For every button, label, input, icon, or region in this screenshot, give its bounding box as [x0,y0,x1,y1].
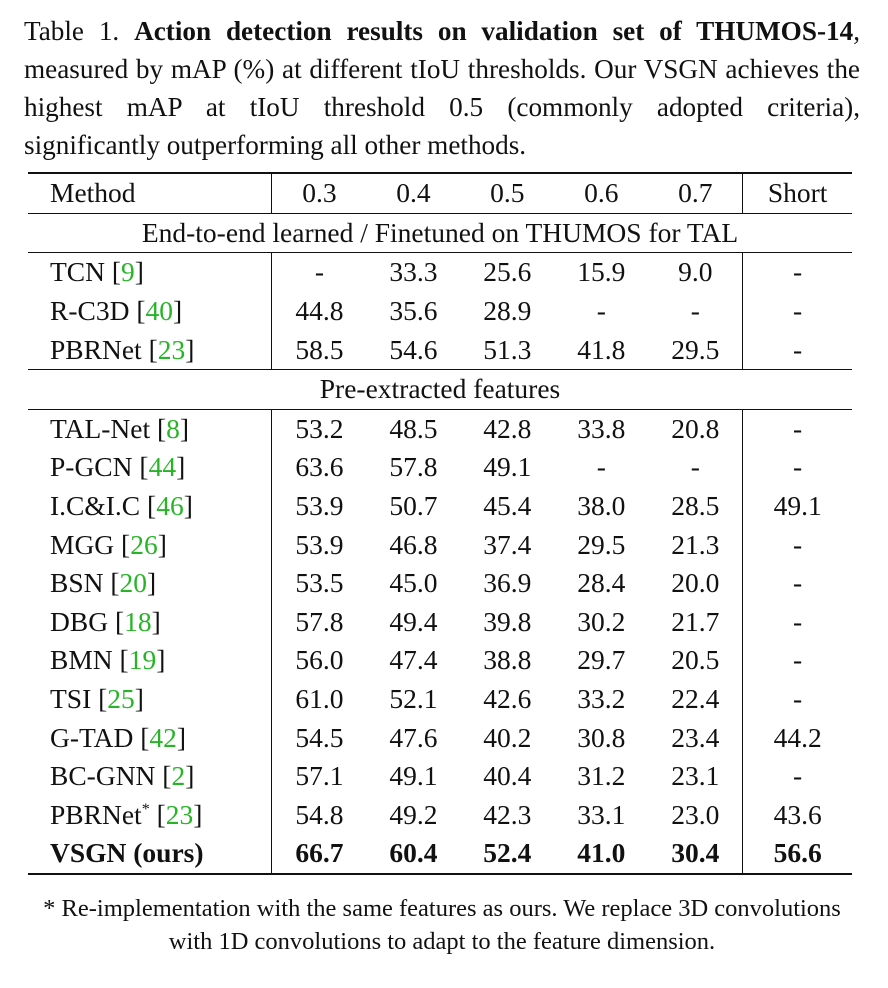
value-cell: 38.0 [577,490,626,522]
citation-link[interactable]: 23 [157,333,186,365]
table-row [28,834,852,874]
value-cell: - [272,253,366,292]
value-cell: - [743,448,852,487]
value-cell: 23.1 [671,760,720,792]
table-row [28,409,852,448]
value-cell: 61.0 [272,680,366,719]
footnote-marker: * [141,800,150,818]
value-cell: - [743,253,852,292]
value-cell: - [690,295,700,327]
value-cell: 57.8 [272,603,366,642]
value-cell: 50.7 [389,490,438,522]
table-row [28,796,852,835]
value-cell: 39.8 [483,605,532,637]
citation-link[interactable]: 19 [128,644,157,676]
method-name: PBRNet [50,798,142,830]
value-cell: - [743,641,852,680]
method-cell: TCN [9] [50,256,144,288]
value-cell: 33.3 [389,256,438,288]
method-name: DBG [50,605,109,637]
value-cell: 40.2 [483,721,532,753]
citation-link[interactable]: 40 [145,295,173,327]
value-cell: 49.2 [389,798,438,830]
table-caption [24,12,860,164]
citation-link[interactable]: 18 [124,605,152,637]
caption-title: Action detection results on validation set of THUMOS-14 [134,16,854,46]
value-cell: 23.0 [671,798,720,830]
caption-text: , measured by mAP (%) at different tIoU thresholds. Our VSGN achieves the highest mAP at tIoU threshold 0.5 (commonly adopted criteria), significantly outperforming all other methods. [24,16,860,160]
value-cell: 20.5 [671,644,720,676]
value-cell: 49.1 [743,487,852,526]
value-cell: 28.5 [671,490,720,522]
value-cell: - [690,451,700,483]
value-cell: 46.8 [389,528,438,560]
value-cell: 22.4 [671,683,720,715]
citation-link[interactable]: 8 [166,412,180,444]
value-cell: 33.2 [577,683,626,715]
value-cell: 30.2 [577,605,626,637]
value-cell: 20.8 [671,412,720,444]
value-cell: 44.8 [272,292,366,331]
section-title: End-to-end learned / Finetuned on THUMOS for TAL [28,213,852,253]
value-cell: 29.7 [577,644,626,676]
value-cell: 47.6 [389,721,438,753]
value-cell: 54.5 [272,718,366,757]
value-cell: - [743,564,852,603]
value-cell: 56.6 [743,834,852,874]
method-name: TCN [50,256,105,288]
value-cell: 54.6 [389,333,438,365]
value-cell: 9.0 [678,256,713,288]
table-row [28,603,852,642]
method-name: TAL-Net [50,412,151,444]
value-cell: - [743,603,852,642]
method-cell: PBRNet [23] [50,333,195,365]
value-cell: 21.3 [671,528,720,560]
column-header: Short [743,173,852,213]
method-name: VSGN (ours) [50,837,204,869]
table-row [28,757,852,796]
method-cell: BC-GNN [2] [50,760,195,792]
value-cell: 52.1 [389,683,438,715]
value-cell: 23.4 [671,721,720,753]
table-row [28,448,852,487]
value-cell: 31.2 [577,760,626,792]
value-cell: - [743,525,852,564]
value-cell: 60.4 [366,834,460,874]
value-cell: 43.6 [743,796,852,835]
method-name: BMN [50,644,113,676]
citation-link[interactable]: 26 [130,528,158,560]
method-name: BC-GNN [50,760,156,792]
method-cell: PBRNet* [23] [50,798,203,830]
column-header: 0.4 [366,173,460,213]
method-cell: R-C3D [40] [50,295,183,327]
value-cell: - [596,451,606,483]
method-cell: DBG [18] [50,605,161,637]
value-cell: 47.4 [389,644,438,676]
value-cell: 36.9 [483,567,532,599]
method-cell: MGG [26] [50,528,167,560]
value-cell: 35.6 [389,295,438,327]
value-cell: 45.4 [483,490,532,522]
method-cell: G-TAD [42] [50,721,187,753]
value-cell: - [743,330,852,369]
value-cell: 48.5 [389,412,438,444]
table-row [28,564,852,603]
value-cell: 42.8 [483,412,532,444]
table-row [28,680,852,719]
value-cell: 57.1 [272,757,366,796]
method-name: BSN [50,567,104,599]
citation-link[interactable]: 20 [119,567,148,599]
method-name: P-GCN [50,451,133,483]
value-cell: 28.9 [483,295,532,327]
results-table [28,172,852,875]
value-cell: 44.2 [743,718,852,757]
citation-link[interactable]: 25 [107,683,135,715]
value-cell: 45.0 [389,567,438,599]
column-header: 0.5 [460,173,554,213]
table-footnote: * Re-implementation with the same features as ours. We replace 3D convolutions with 1D convolutions to adapt to the feature dimension. [43,895,841,955]
method-cell: TAL-Net [8] [50,412,190,444]
section-header-row [28,369,852,409]
value-cell: 56.0 [272,641,366,680]
value-cell: 53.5 [272,564,366,603]
citation-link[interactable]: 9 [121,256,135,288]
header-row [28,173,852,213]
column-header: 0.6 [554,173,648,213]
value-cell: 51.3 [483,333,532,365]
value-cell: 20.0 [671,567,720,599]
caption-label: Table 1. [24,16,120,46]
method-cell: BMN [19] [50,644,166,676]
section-header-row [28,213,852,253]
column-header: Method [28,173,272,213]
value-cell: 41.8 [577,333,626,365]
value-cell: 33.1 [577,798,626,830]
citation-link[interactable]: 46 [156,490,184,522]
value-cell: 57.8 [389,451,438,483]
value-cell: 53.2 [272,409,366,448]
value-cell: 37.4 [483,528,532,560]
value-cell: 28.4 [577,567,626,599]
method-name: R-C3D [50,295,130,327]
value-cell: 29.5 [577,528,626,560]
method-name: TSI [50,683,92,715]
value-cell: - [743,292,852,331]
value-cell: - [743,757,852,796]
table-row [28,525,852,564]
value-cell: - [596,295,606,327]
method-name: PBRNet [50,333,142,365]
value-cell: 49.1 [389,760,438,792]
method-cell: BSN [20] [50,567,157,599]
citation-link[interactable]: 2 [171,760,186,792]
method-name: G-TAD [50,721,134,753]
table-row [28,292,852,331]
section-title: Pre-extracted features [28,369,852,409]
value-cell: 63.6 [272,448,366,487]
citation-link[interactable]: 44 [148,451,177,483]
value-cell: 38.8 [483,644,532,676]
column-header: 0.7 [648,173,742,213]
value-cell: - [743,680,852,719]
value-cell: 58.5 [272,330,366,369]
table-row [28,253,852,292]
citation-link[interactable]: 23 [165,798,194,830]
value-cell: - [743,409,852,448]
column-header: 0.3 [272,173,366,213]
value-cell: 40.4 [483,760,532,792]
value-cell: 49.4 [389,605,438,637]
value-cell: 54.8 [272,796,366,835]
value-cell: 29.5 [671,333,720,365]
table-row [28,718,852,757]
value-cell: 30.8 [577,721,626,753]
table-row [28,641,852,680]
method-cell [28,834,272,874]
value-cell: 52.4 [460,834,554,874]
value-cell: 33.8 [577,412,626,444]
method-name: I.C&I.C [50,490,141,522]
value-cell: 25.6 [483,256,532,288]
value-cell: 42.6 [483,683,532,715]
value-cell: 53.9 [272,487,366,526]
table-row [28,330,852,369]
table-row [28,487,852,526]
method-cell: I.C&I.C [46] [50,490,193,522]
value-cell: 53.9 [272,525,366,564]
method-cell: TSI [25] [50,683,144,715]
method-cell: P-GCN [44] [50,451,186,483]
value-cell: 41.0 [554,834,648,874]
citation-link[interactable]: 42 [149,721,177,753]
value-cell: 49.1 [483,451,532,483]
value-cell: 42.3 [483,798,532,830]
value-cell: 30.4 [648,834,742,874]
value-cell: 15.9 [577,256,626,288]
method-name: MGG [50,528,115,560]
value-cell: 21.7 [671,605,720,637]
value-cell: 66.7 [272,834,366,874]
